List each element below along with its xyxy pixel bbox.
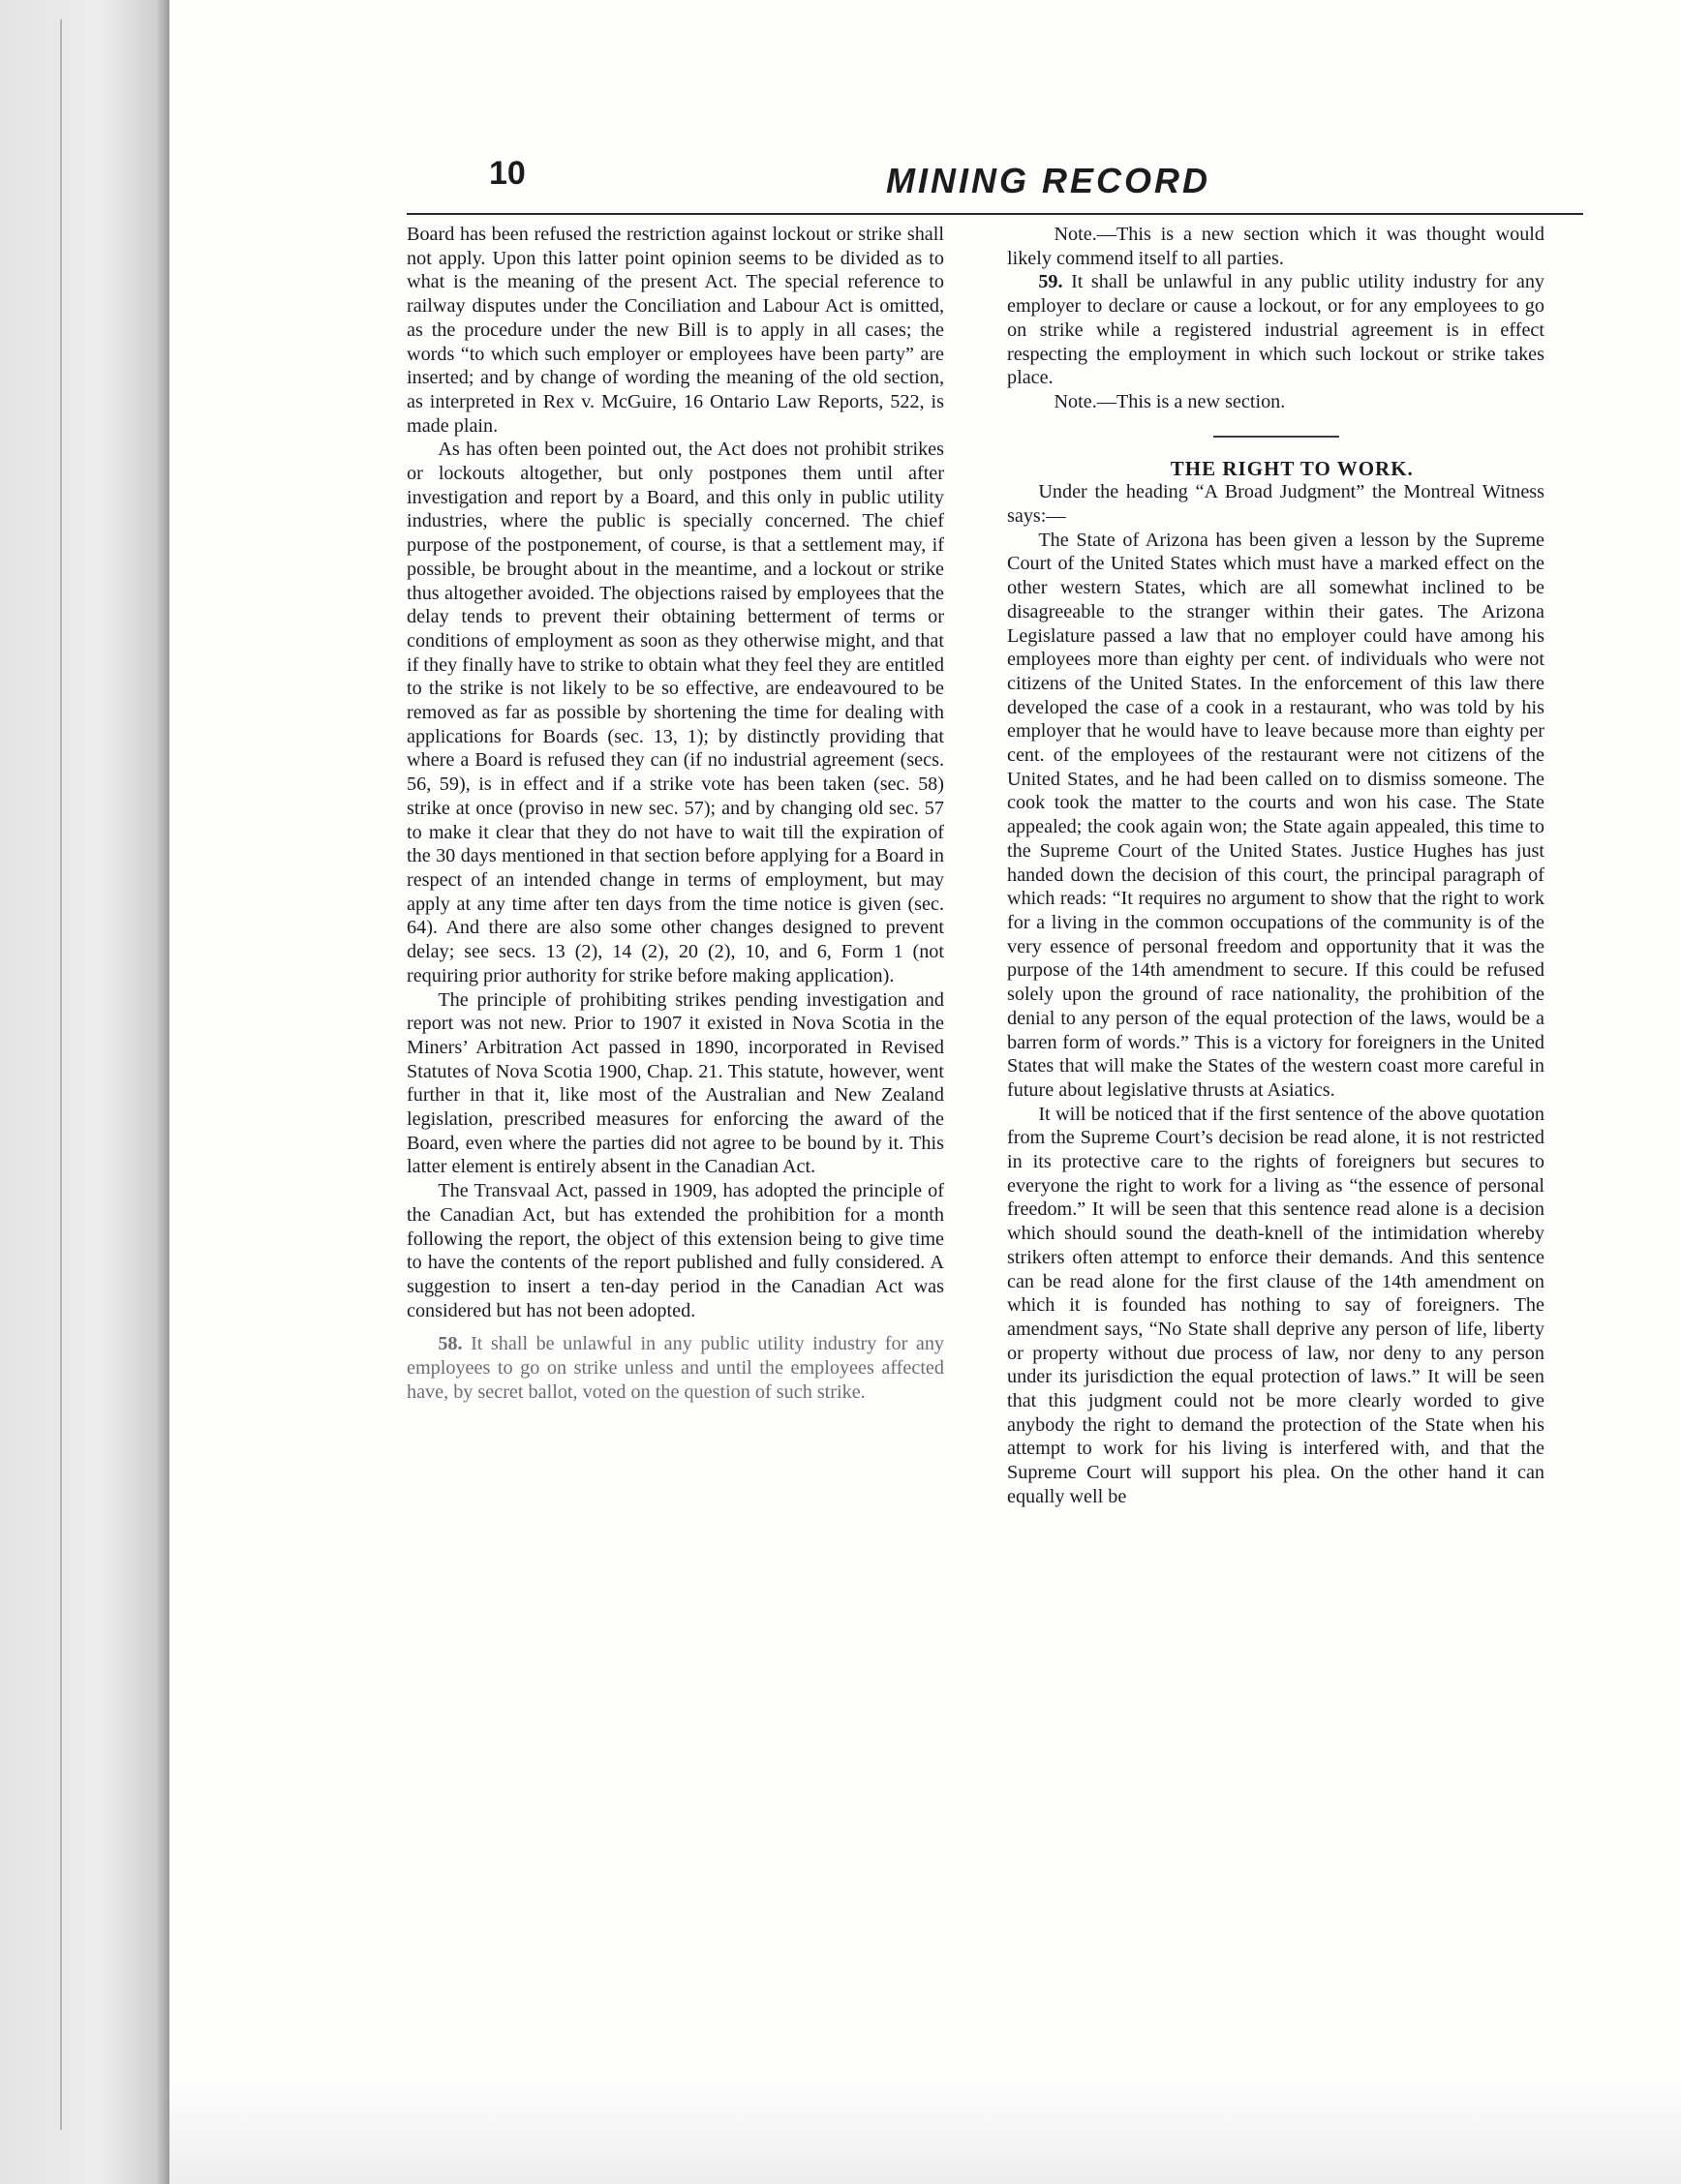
left-paragraph-2: As has often been pointed out, the Act does not prohibit strikes or lockouts altogether, but only postpones them until after investigation and report by a Board, and this only in public utility industries, where the public is specially concerned. The chief purpose of the postponement, of course, is that a settlement may, if possible, be brought about in the meantime, and a lockout or strike thus altogether avoided. The objections raised by employees that the delay tends to prevent their obtaining betterment of terms or conditions of employment as soon as they otherwise might, and that if they finally have to strike to obtain what they feel they are entitled to the strike is not likely to be so effective, are endeavoured to be removed as far as possible by shortening the time for dealing with applications for Boards (sec. 13, 1); by distinctly providing that where a Board is refused they can (if no industrial agreement (secs. 56, 59), is in effect and if a strike vote has been taken (sec. 58) strike at once (proviso in new sec. 57); and by changing old sec. 57 to make it clear that they do not have to wait till the expiration of the 30 days mentioned in that section before applying for a Board in respect of an intended change in terms of employment, but may apply at any time after ten days from the time notice is given (sec. 64). And there are also some other changes designed to prevent delay; see secs. 13 (2), 14 (2), 20 (2), 10, and 6, Form 1 (not requiring prior authority for strike before making application).	[407, 439, 944, 986]
section-59	[1007, 270, 1544, 390]
right-paragraph-2: The State of Arizona has been given a lesson by the Supreme Court of the United States which must have a marked effect on the other western States, which are all somewhat inclined to be disagreeable to the stranger within their gates. The Arizona Legislature passed a law that no employer could have among his employees more than eighty per cent. of individuals who were not citizens of the United States. In the enforcement of this law there developed the case of a cook in a restaurant, who was told by his employer that he would have to leave because more than eighty per cent. of the employees of the restaurant were not citizens of the United States, and he had been called on to dismiss someone. The cook took the matter to the courts and won his case. The State appealed; the cook again won; the State again appealed, this time to the Supreme Court of the United States. Justice Hughes has just handed down the decision of this court, the principal paragraph of which reads: “It requires no argument to show that the right to work for a living in the common occupations of the community is of the very essence of personal freedom and opportunity that it was the purpose of the 14th amendment to secure. If this could be refused solely upon the ground of race nationality, the prohibition of the denial to any person of the equal protection of the laws, would be a barren form of words.” This is a victory for foreigners in the United States that will make the States of the western coast more careful in future about legislative thrusts at Asiatics.	[1007, 529, 1544, 1101]
journal-title: MINING RECORD	[886, 161, 1210, 200]
left-column	[407, 223, 944, 1404]
section-58-text: It shall be unlawful in any public utility industry for any employees to go on strike unless and until the employees affected have, by secret ballot, voted on the question of such strike.	[407, 1333, 945, 1403]
section-59-number: 59.	[1038, 271, 1063, 293]
right-paragraph-1: Under the heading “A Broad Judgment” the Montreal Witness says:—	[1007, 481, 1544, 528]
left-paragraph-4: The Transvaal Act, passed in 1909, has adopted the principle of the Canadian Act, but has extended the prohibition for a month following the report, the object of this extension being to give time to have the contents of the report published and fully considered. A suggestion to insert a ten-day period in the Canadian Act was considered but has not been adopted.	[407, 1180, 944, 1321]
section-divider	[1213, 436, 1339, 438]
page-content	[407, 145, 1583, 1985]
left-paragraph-1: Board has been refused the restriction against lockout or strike shall not apply. Upon this latter point opinion seems to be divided as to what is the meaning of the present Act. The special reference to railway disputes under the Conciliation and Labour Act is omitted, as the procedure under the new Bill is to apply in all cases; the words “to which such employer or employees have been party” are inserted; and by change of wording the meaning of the old section, as interpreted in Rex v. McGuire, 16 Ontario Law Reports, 522, is made plain.	[407, 224, 944, 437]
note-2: Note.—This is a new section.	[1054, 390, 1286, 412]
right-column	[1007, 223, 1544, 1509]
section-59-text: It shall be unlawful in any public utility industry for any employer to declare or cause a lockout, or for any employees to go on strike while a registered industrial agreement is in effect respecting the employment in which such lockout or strike takes place.	[1007, 271, 1545, 389]
left-paragraph-3: The principle of prohibiting strikes pending investigation and report was not new. Prior to 1907 it existed in Nova Scotia in the Miners’ Arbitration Act passed in 1890, incorporated in Revised Statutes of Nova Scotia 1900, Chap. 21. This statute, however, went further in that it, like most of the Australian and New Zealand legislation, prescribed measures for enforcing the award of the Board, even where the parties did not agree to be bound by it. This latter element is entirely absent in the Canadian Act.	[407, 988, 944, 1178]
scan-background	[0, 0, 169, 2184]
article-heading: THE RIGHT TO WORK.	[1170, 456, 1414, 480]
page-bottom-shadow	[169, 2081, 1681, 2184]
section-58-number: 58.	[438, 1333, 463, 1355]
binding-edge	[60, 19, 62, 2130]
note-1: Note.—This is a new section which it was thought would likely commend itself to all parties.	[1007, 224, 1544, 269]
section-58	[407, 1332, 944, 1404]
page-header	[407, 155, 1583, 215]
right-paragraph-3: It will be noticed that if the first sentence of the above quotation from the Supreme Court’s decision be read alone, it is not restricted in its protective care to the rights of foreigners but secures to everyone the right to work for a living as “the essence of personal freedom.” It will be seen that this sentence read alone is a decision which should sound the death-knell of the intimidation whereby strikers often attempt to enforce their demands. And this sentence can be read alone for the first clause of the 14th amendment on which it is founded has nothing to say of foreigners. The amendment says, “No State shall deprive any person of life, liberty or property without due process of law, nor deny to any person under its jurisdiction the equal protection of laws.” It will be seen that this judgment could not be more clearly worded to give anybody the right to demand the protection of the State when his attempt to work for his living is interfered with, and that the Supreme Court will support his plea. On the other hand it can equally well be	[1007, 1103, 1544, 1507]
page-number: 10	[489, 155, 526, 192]
